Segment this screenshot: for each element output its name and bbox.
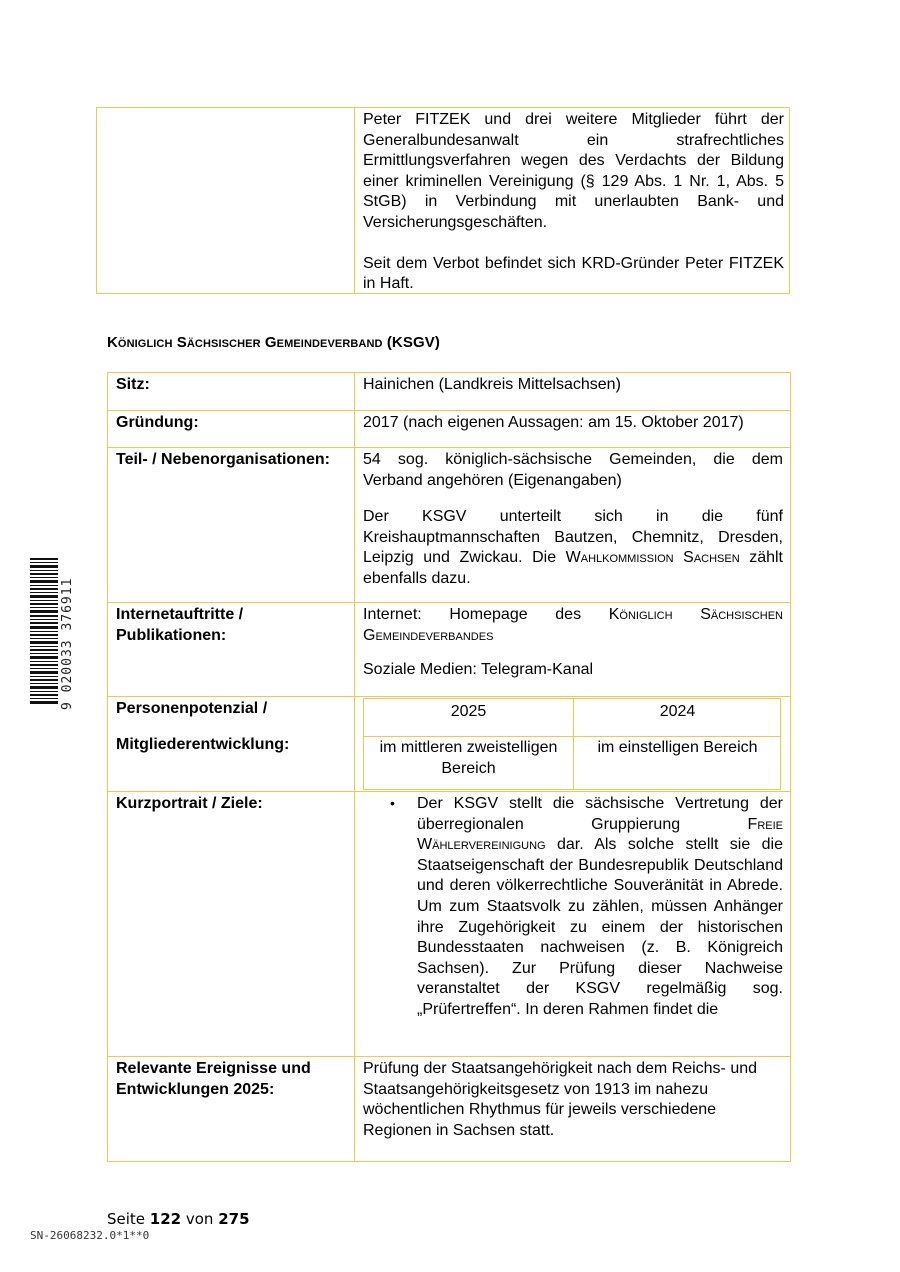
document-code: SN-26068232.0*1**0 [30, 1229, 150, 1242]
social-media-line: Soziale Medien: Telegram-Kanal [363, 661, 594, 679]
value-2024: im einstelligen Bereich [597, 739, 758, 756]
fitzek-paragraph: Peter FITZEK und drei weitere Mitglieder führt der Generalbundesanwalt ein strafrechtliches Ermittlungsverfahren wegen des Verdachts der Bildung einer kriminellen Vereinigung (§ 129 Abs. 1 Nr. 1, Abs. 5 StGB) in Verbindung mit unerlaubten Bank- und Versicherungsgeschäften. [363, 111, 784, 231]
header-2024: 2024 [659, 703, 696, 720]
freie-waehlervereinigung-name: Freie Wählervereinigung [417, 815, 783, 854]
personenpotenzial-table [363, 698, 781, 790]
header-2025: 2025 [450, 703, 487, 720]
continuation-table [96, 107, 790, 294]
label-gruendung: Gründung: [116, 414, 199, 431]
row-personenpotenzial [107, 696, 791, 791]
label-ereignisse: Relevante Ereignisse und Entwicklungen 2025: [116, 1060, 311, 1098]
row-ereignisse [107, 1056, 791, 1162]
page-number: Seite 122 von 275 [107, 1210, 250, 1228]
value-2025: im mittleren zweistelligen Bereich [379, 739, 558, 777]
column-divider [354, 108, 355, 293]
haft-paragraph: Seit dem Verbot befindet sich KRD-Gründer Peter FITZEK in Haft. [363, 254, 784, 293]
label-kurzportrait: Kurzportrait / Ziele: [116, 795, 263, 812]
row-gruendung [107, 410, 791, 447]
row-internet [107, 602, 791, 696]
label-personenpotenzial: Personenpotenzial / Mitgliederentwicklung: [116, 700, 290, 753]
ksgv-table [107, 372, 791, 1162]
homepage-line: Internet: Homepage des Königlich Sächsischen Gemeindeverbandes [363, 606, 784, 644]
value-kurzportrait [417, 794, 783, 1021]
kurzportrait-text: Der KSGV stellt die sächsische Vertretung der überregionalen Gruppierung Freie Wählervereinigung dar. Als solche stellt sie die Staatseigenschaft der Bundesrepublik Deutschland und deren völkerrechtliche Souveränität in Abrede. Um zum Staatsvolk zu zählen, müssen Anhänger ihre Zugehörigkeit zu einem der historischen Bundesstaaten nachweisen (z. B. Königreich Sachsen). Zur Prüfung dieser Nachweise veranstaltet der KSGV regelmäßig sog. „Prüfertreffen“. In deren Rahmen findet die [417, 795, 783, 1018]
section-heading: Königlich Sächsischer Gemeindeverband (KSGV) [107, 334, 440, 351]
wahlkommission-name: Wahlkommission Sachsen [565, 549, 740, 567]
row-teilorganisationen [107, 447, 791, 602]
label-internet: Internetauftritte / Publikationen: [116, 606, 244, 644]
kreishauptmannschaften-paragraph: Der KSGV unterteilt sich in die fünf Kreishauptmannschaften Bautzen, Chemnitz, Dresden, Leipzig und Zwickau. Die Wahlkommission Sachsen zählt ebenfalls dazu. [363, 508, 783, 587]
value-internet [363, 605, 783, 681]
gemeinden-paragraph: 54 sog. königlich-sächsische Gemeinden, die dem Verband angehören (Eigenangaben) [363, 451, 783, 489]
bullet-icon: • [390, 795, 395, 811]
row-kurzportrait [107, 791, 791, 1056]
value-ereignisse: Prüfung der Staatsangehörigkeit nach dem Reichs- und Staatsangehörigkeitsgesetz von 1913 im nahezu wöchentlichen Rhythmus für jeweils verschiedene Regionen in Sachsen statt. [363, 1060, 758, 1139]
barcode-number: 9 020033 376911 [60, 577, 75, 710]
homepage-name: Königlich Sächsischen Gemeindeverbandes [363, 606, 784, 644]
label-sitz: Sitz: [116, 376, 150, 393]
value-sitz: Hainichen (Landkreis Mittelsachsen) [363, 376, 621, 393]
label-teilorganisationen: Teil- / Nebenorganisationen: [116, 451, 330, 468]
continuation-cell [363, 110, 784, 295]
value-teilorganisationen [363, 450, 783, 590]
value-gruendung: 2017 (nach eigenen Aussagen: am 15. Oktober 2017) [363, 414, 744, 431]
row-sitz [107, 372, 791, 410]
